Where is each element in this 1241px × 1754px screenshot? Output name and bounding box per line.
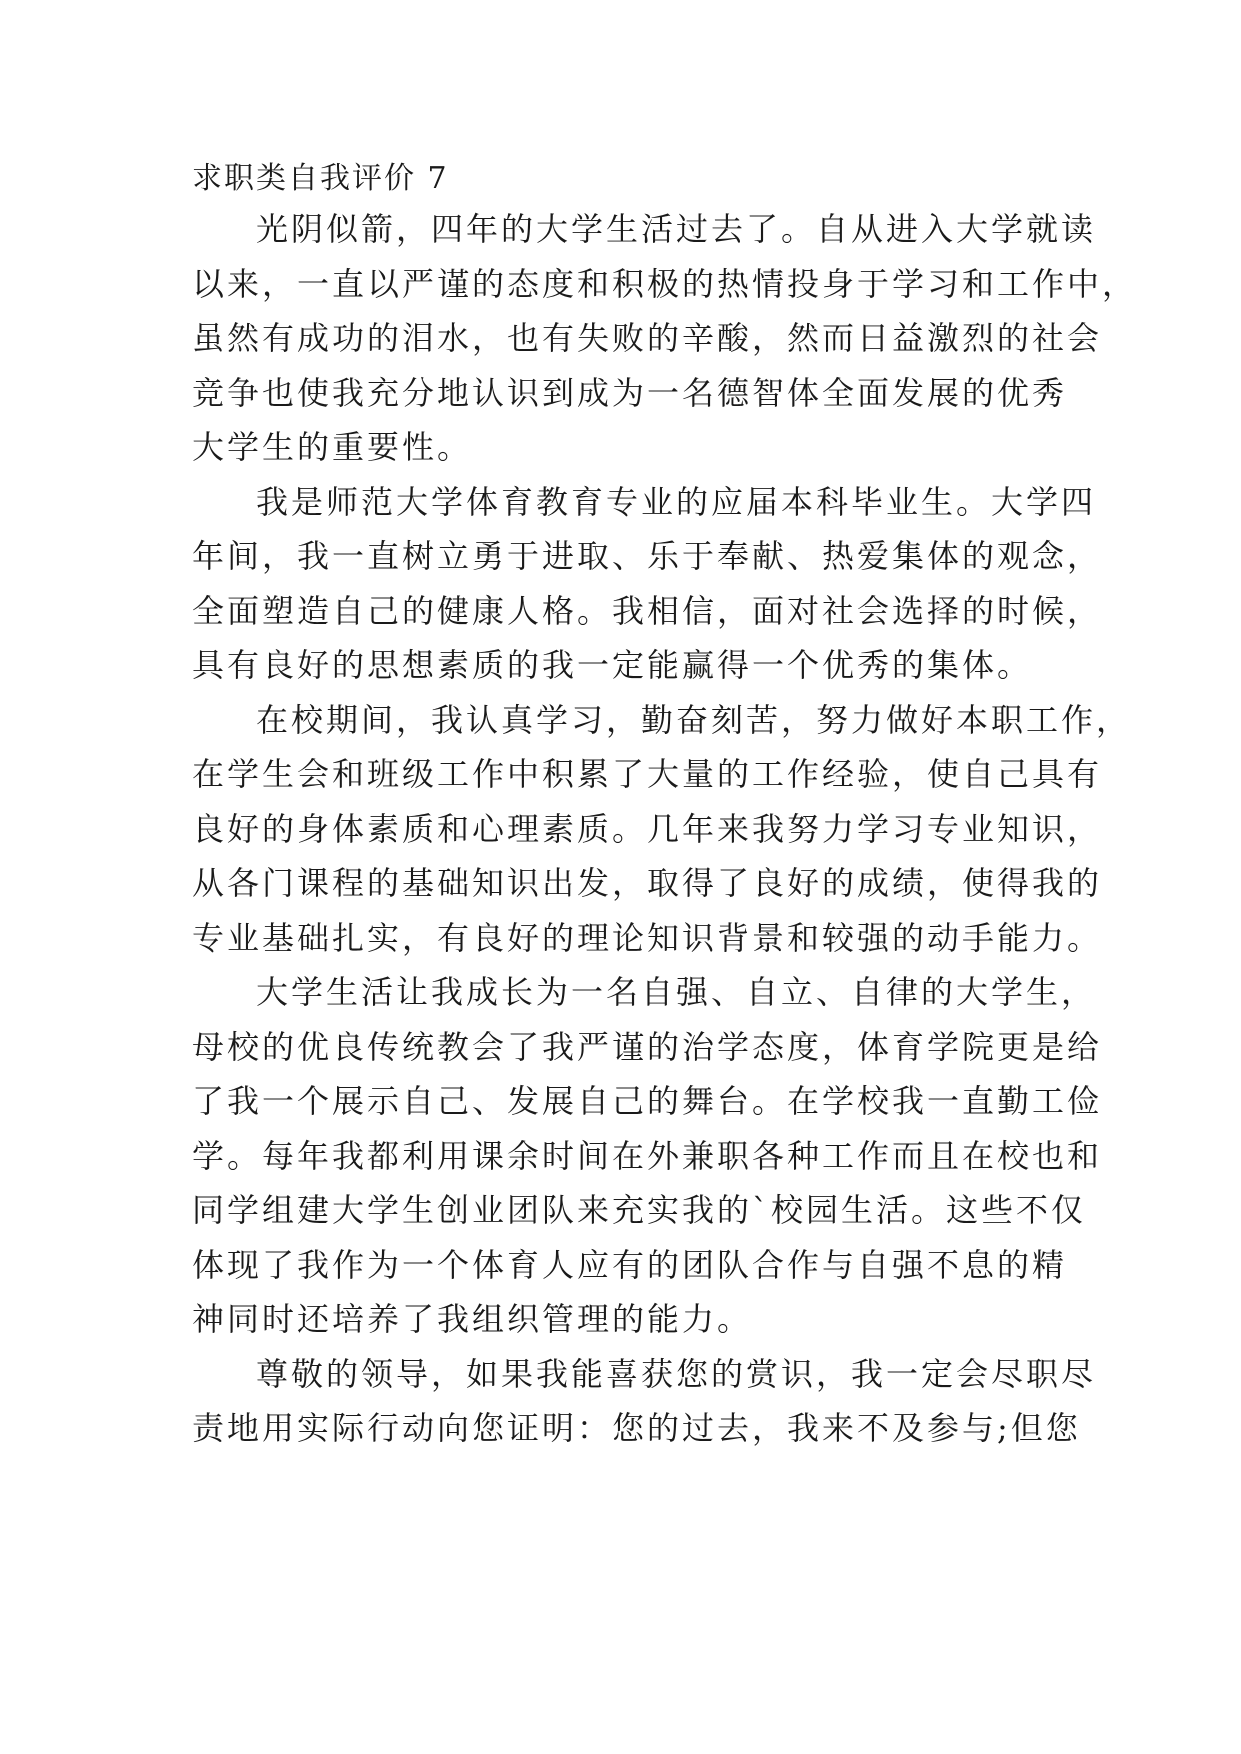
text-line: 同学组建大学生创业团队来充实我的`校园生活。这些不仅 xyxy=(192,1191,1087,1229)
paragraph-5 xyxy=(192,1347,1097,1456)
text-line: 大学生的重要性。 xyxy=(192,428,473,466)
text-line: 全面塑造自己的健康人格。我相信，面对社会选择的时候， xyxy=(192,591,1103,630)
text-line: 体现了我作为一个体育人应有的团队合作与自强不息的精 xyxy=(192,1245,1068,1284)
text-line: 母校的优良传统教会了我严谨的治学态度，体育学院更是给 xyxy=(192,1027,1103,1066)
text-line: 责地用实际行动向您证明：您的过去，我来不及参与;但您 xyxy=(192,1409,1081,1447)
text-line: 从各门课程的基础知识出发，取得了良好的成绩，使得我的 xyxy=(192,864,1103,902)
text-line: 以来，一直以严谨的态度和积极的热情投身于学习和工作中， xyxy=(192,264,1138,303)
paragraph-4 xyxy=(192,965,1103,1347)
text-line: 学。每年我都利用课余时间在外兼职各种工作而且在校也和 xyxy=(192,1136,1103,1175)
text-line: 年间，我一直树立勇于进取、乐于奉献、热爱集体的观念， xyxy=(192,537,1103,575)
paragraph-3 xyxy=(192,693,1132,966)
text-line: 光阴似箭，四年的大学生活过去了。自从进入大学就读 xyxy=(256,210,1097,248)
text-line: 大学生活让我成长为一名自强、自立、自律的大学生， xyxy=(256,973,1097,1011)
text-line: 良好的身体素质和心理素质。几年来我努力学习专业知识， xyxy=(192,809,1103,848)
text-line: 我是师范大学体育教育专业的应届本科毕业生。大学四 xyxy=(256,482,1097,521)
paragraph-1 xyxy=(192,202,1138,475)
text-line: 神同时还培养了我组织管理的能力。 xyxy=(192,1300,753,1338)
text-line: 虽然有成功的泪水，也有失败的辛酸，然而日益激烈的社会 xyxy=(192,319,1103,357)
text-line: 在校期间，我认真学习，勤奋刻苦，努力做好本职工作， xyxy=(256,700,1132,739)
text-line: 专业基础扎实，有良好的理论知识背景和较强的动手能力。 xyxy=(192,918,1103,957)
text-line: 尊敬的领导，如果我能喜获您的赏识，我一定会尽职尽 xyxy=(256,1354,1097,1393)
paragraph-2 xyxy=(192,475,1103,693)
text-line: 竞争也使我充分地认识到成为一名德智体全面发展的优秀 xyxy=(192,373,1068,412)
text-line: 具有良好的思想素质的我一定能赢得一个优秀的集体。 xyxy=(192,646,1033,684)
text-line: 在学生会和班级工作中积累了大量的工作经验，使自己具有 xyxy=(192,755,1103,793)
document-title: 求职类自我评价 7 xyxy=(192,161,449,196)
text-line: 了我一个展示自己、发展自己的舞台。在学校我一直勤工俭 xyxy=(192,1082,1103,1120)
document-page xyxy=(192,156,1138,1456)
